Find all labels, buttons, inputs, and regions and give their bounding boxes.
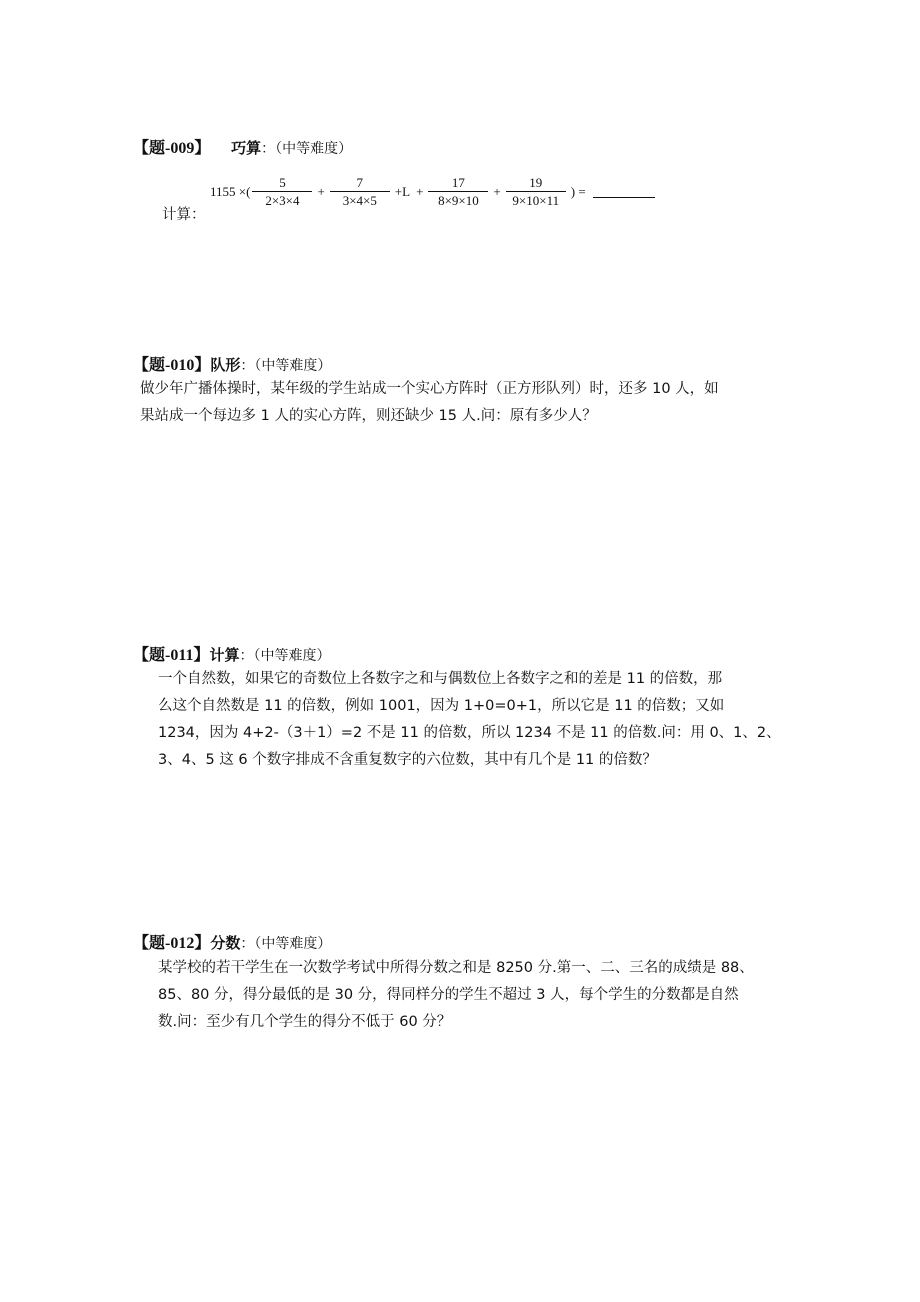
text-line: 某学校的若干学生在一次数学考试中所得分数之和是 8250 分.第一、二、三名的成绩是 88、 [158,960,754,976]
problem-009-tag: 【题-009】 [133,140,211,157]
problem-009-topic: 巧算 [231,139,262,157]
problem-012-text [158,955,780,1036]
problem-010-tag: 【题-010】 [133,357,211,374]
plus-sign: + [317,184,325,199]
answer-blank [593,187,655,198]
fraction-4-denominator: 9×10×11 [512,193,560,208]
text-line: 做少年广播体操时，某年级的学生站成一个实心方阵时（正方形队列）时，还多 10 人，如 [140,381,719,397]
problem-010-heading [133,355,331,376]
problem-011-text [158,666,780,774]
problem-012-heading [133,933,331,954]
ellipsis-term: +L [394,184,411,199]
fraction-2-denominator: 3×4×5 [342,193,377,208]
problem-012-difficulty: ：（中等难度） [240,936,332,952]
fraction-2 [330,176,390,208]
problem-012-topic: 分数 [210,934,241,952]
problem-012-tag: 【题-012】 [133,935,211,952]
fraction-4 [506,176,566,208]
calc-label: 计算： [162,207,206,223]
problem-011-heading [133,645,330,666]
problem-011-topic: 计算 [209,646,240,664]
text-line: 1234，因为 4+2-（3＋1）=2 不是 11 的倍数，所以 1234 不是 11 的倍数.问：用 0、1、2、 [158,725,781,741]
problem-010-difficulty: ：（中等难度） [240,358,332,374]
fraction-3-numerator: 17 [428,176,488,192]
text-line: 么这个自然数是 11 的倍数，例如 1001，因为 1+0=0+1，所以它是 11 的倍数；又如 [158,698,725,714]
fraction-1 [252,176,312,208]
text-line: 3、4、5 这 6 个数字排成不含重复数字的六位数，其中有几个是 11 的倍数？ [158,752,657,768]
formula [210,170,655,214]
plus-sign: + [416,184,424,199]
text-line: 85、80 分，得分最低的是 30 分，得同样分的学生不超过 3 人，每个学生的分数都是自然 [158,987,739,1003]
problem-011-tag: 【题-011】 [133,647,210,664]
problem-009-heading [133,138,352,159]
problem-010-text [140,376,780,430]
fraction-2-numerator: 7 [330,176,390,192]
fraction-1-denominator: 2×3×4 [265,193,300,208]
formula-close: ) = [570,184,586,199]
problem-009-difficulty: ：（中等难度） [261,141,353,157]
fraction-1-numerator: 5 [252,176,312,192]
plus-sign: + [493,184,501,199]
text-line: 数.问：至少有几个学生的得分不低于 60 分？ [158,1014,452,1030]
text-line: 果站成一个每边多 1 人的实心方阵，则还缺少 15 人.问：原有多少人？ [140,408,597,424]
fraction-4-numerator: 19 [506,176,566,192]
formula-lead: 1155 ×( [210,184,251,199]
fraction-3 [428,176,488,208]
text-line: 一个自然数，如果它的奇数位上各数字之和与偶数位上各数字之和的差是 11 的倍数，那 [158,671,723,687]
fraction-3-denominator: 8×9×10 [438,193,479,208]
problem-011-difficulty: ：（中等难度） [239,648,331,664]
problem-010-topic: 队形 [210,356,241,374]
